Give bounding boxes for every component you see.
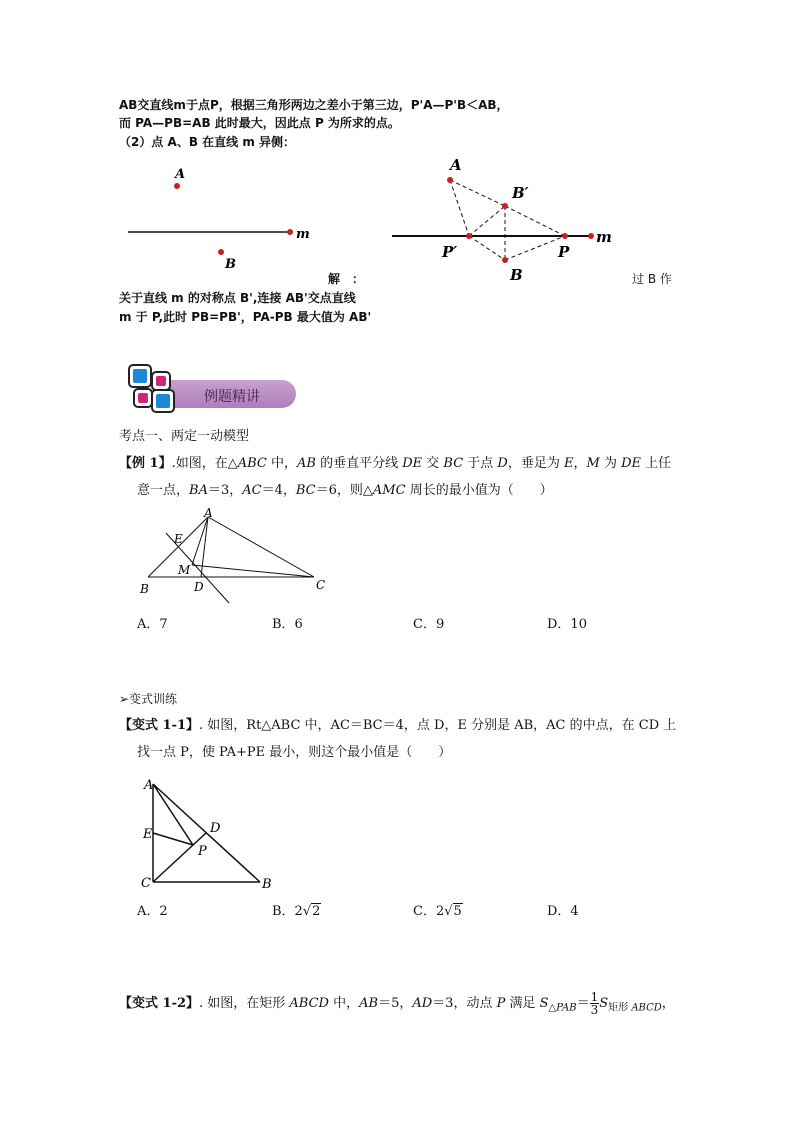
label-B: B	[225, 257, 236, 272]
label-M: M	[178, 563, 191, 577]
figure-right-reflection	[390, 150, 630, 290]
variant1-option-a[interactable]: A．2	[137, 904, 168, 919]
solution-jie: 解 ：	[328, 272, 365, 286]
fraction-one-third: $\frac{1}{3}$	[590, 990, 599, 1017]
label-P: P	[558, 243, 570, 261]
figure-left-opposite-sides	[120, 160, 320, 280]
example-section-badge	[124, 362, 296, 414]
variant1-line-2: 找一点 P，使 PA+PE 最小，则这个最小值是（ ）	[137, 745, 452, 760]
point-B	[502, 257, 508, 263]
label-B-prime: B′	[512, 184, 529, 202]
label-A: A	[204, 506, 213, 520]
variant1-option-d[interactable]: D．4	[547, 904, 579, 919]
label-E: E	[174, 532, 183, 546]
point-A	[174, 183, 180, 189]
example1-option-d[interactable]: D．10	[547, 617, 587, 632]
variant2-tag: 【变式 1-2】	[119, 996, 200, 1011]
label-A: A	[175, 167, 186, 182]
point-A	[447, 177, 453, 183]
variant1-tag: 【变式 1-1】	[119, 718, 200, 733]
label-D: D	[210, 821, 221, 836]
example1-triangle-figure	[134, 505, 334, 605]
intro-line-1: AB交直线m于点P，根据三角形两边之差小于第三边，P'A—P'B＜AB，	[119, 98, 509, 112]
label-C: C	[141, 876, 151, 891]
label-A: A	[450, 156, 462, 174]
variant1-option-c[interactable]: C．2√5	[413, 904, 462, 919]
example1-option-c[interactable]: C．9	[413, 617, 445, 632]
intro-line-2: 而 PA—PB=AB 此时最大，因此点 P 为所求的点。	[119, 116, 400, 130]
example1-tag: 【例 1】	[119, 456, 172, 471]
point-m-end	[588, 233, 594, 239]
label-A: A	[144, 778, 154, 793]
example1-line-1: 【例 1】.如图，在△ABC 中，AB 的垂直平分线 DE 交 BC 于点 D，垂足为 E，M 为 DE 上任	[119, 456, 672, 471]
solution-line-1: 关于直线 m 的对称点 B',连接 AB'交点直线	[119, 291, 356, 305]
section-title: 考点一、两定一动模型	[119, 429, 250, 444]
example1-option-b[interactable]: B．6	[272, 617, 303, 632]
label-P-prime: P′	[442, 243, 458, 261]
intro-line-3: （2）点 A、B 在直线 m 异侧：	[119, 135, 295, 149]
label-D: D	[194, 580, 204, 594]
example1-line-2: 意一点，BA＝3，AC＝4，BC＝6，则△AMC 周长的最小值为（ ）	[137, 483, 553, 498]
label-m: m	[596, 228, 612, 246]
point-m-end	[287, 229, 293, 235]
label-E: E	[143, 827, 153, 842]
solution-line-2: m 于 P,此时 PB=PB'，PA-PB 最大值为 AB'	[119, 310, 372, 324]
point-B-prime	[502, 203, 508, 209]
point-P-prime	[466, 233, 472, 239]
label-C: C	[316, 578, 326, 592]
solution-guo: 过 B 作	[632, 272, 672, 286]
point-P	[562, 233, 568, 239]
label-B: B	[262, 877, 272, 892]
variant1-line-1: 【变式 1-1】. 如图，Rt△ABC 中，AC＝BC＝4，点 D，E 分别是 AB，AC 的中点，在 CD 上	[119, 718, 677, 733]
badge-label: 例题精讲	[204, 389, 260, 405]
example1-option-a[interactable]: A．7	[137, 617, 168, 632]
label-B: B	[140, 582, 149, 596]
variant2-line-1: 【变式 1-2】. 如图，在矩形 ABCD 中，AB＝5，AD＝3，动点 P 满足 $S_{\triangle PAB}=$ $\frac{1}{3}$ $S_{矩形 ABCD}$，	[119, 990, 675, 1017]
variant1-option-b[interactable]: B．2√2	[272, 904, 321, 919]
variant-heading: ➢变式训练	[119, 692, 178, 706]
variant1-right-triangle-figure	[138, 772, 288, 897]
label-P: P	[198, 844, 207, 859]
label-m: m	[296, 227, 310, 242]
label-B: B	[510, 266, 523, 284]
badge-squares-icon	[126, 362, 178, 414]
point-B	[218, 249, 224, 255]
